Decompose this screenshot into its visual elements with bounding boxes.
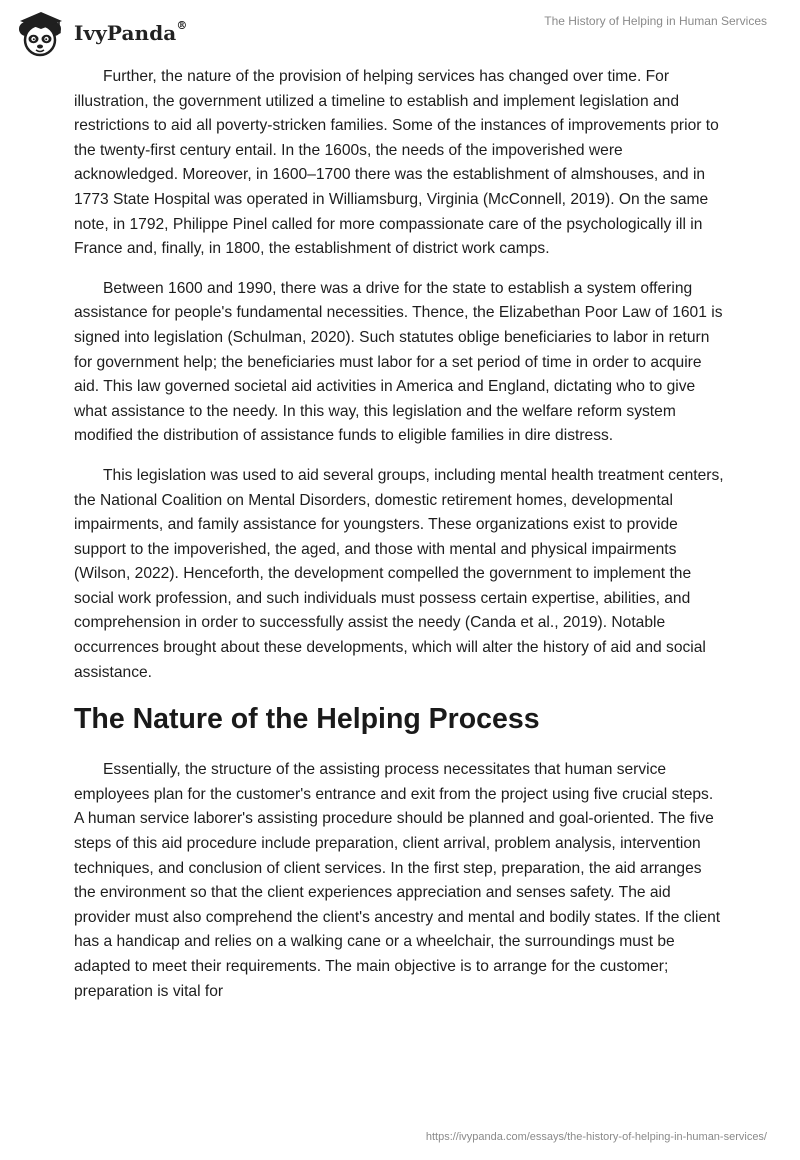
brand-logo[interactable]: [14, 8, 187, 58]
paragraph: Further, the nature of the provision of helping services has changed over time. For illustration, the government utilized a timeline to establish and implement legislation and restrictions to aid all poverty-stricken families. Some of the instances of improvements prior to the twenty-first century entail. In the 1600s, the needs of the impoverished were acknowledged. Moreover, in 1600–1700 there was the establishment of almshouses, and in 1773 State Hospital was operated in Williamsburg, Virginia (McConnell, 2019). On the same note, in 1792, Philippe Pinel called for more compassionate care of the psychologically ill in France and, finally, in 1800, the establishment of district work camps.: [74, 68, 719, 258]
document-title: The History of Helping in Human Services: [544, 14, 767, 28]
paragraph: This legislation was used to aid several groups, including mental health treatment centers, the National Coalition on Mental Disorders, domestic retirement homes, developmental impairments, and family assistance for youngsters. These organizations exist to provide support to the impoverished, the aged, and those with mental and physical impairments (Wilson, 2022). Henceforth, the development compelled the government to implement the social work profession, and such individuals must possess certain expertise, abilities, and comprehension in order to successfully assist the needy (Canda et al., 2019). Notable occurrences brought about these developments, which will alter the history of aid and social assistance.: [74, 466, 724, 681]
registered-mark: ®: [176, 19, 188, 32]
brand-name: IvyPanda®: [74, 19, 188, 45]
paragraph: Between 1600 and 1990, there was a drive for the state to establish a system offering assistance for people's fundamental necessities. Thence, the Elizabethan Poor Law of 1601 is signed into legislation (Schulman, 2020). Such statutes oblige beneficiaries to labor in return for government help; the beneficiaries must labor for a set period of time in order to acquire aid. This law governed societal aid activities in America and England, dictating who to give what assistance to the needy. In this way, this legislation and the welfare reform system modified the distribution of assistance funds to eligible families in dire distress.: [74, 279, 723, 445]
essay-body: [74, 65, 724, 1019]
source-url[interactable]: https://ivypanda.com/essays/the-history-of-helping-in-human-services/: [425, 1131, 767, 1143]
page-header: [0, 0, 800, 70]
section-heading: The Nature of the Helping Process: [74, 703, 540, 736]
panda-graduate-icon: [14, 8, 68, 58]
paragraph: Essentially, the structure of the assisting process necessitates that human service employees plan for the customer's entrance and exit from the project using five crucial steps. A human service laborer's assisting procedure should be planned and goal-oriented. The five steps of this aid procedure include preparation, client arrival, problem analysis, intervention techniques, and conclusion of client services. In the first step, preparation, the aid arranges the environment so that the client experiences appreciation and senses safety. The aid provider must also comprehend the client's ancestry and mental and bodily states. If the client has a handicap and relies on a walking cane or a wheelchair, the surroundings must be adapted to meet their requirements. The main objective is to arrange for the customer; preparation is vital for: [74, 761, 721, 1000]
